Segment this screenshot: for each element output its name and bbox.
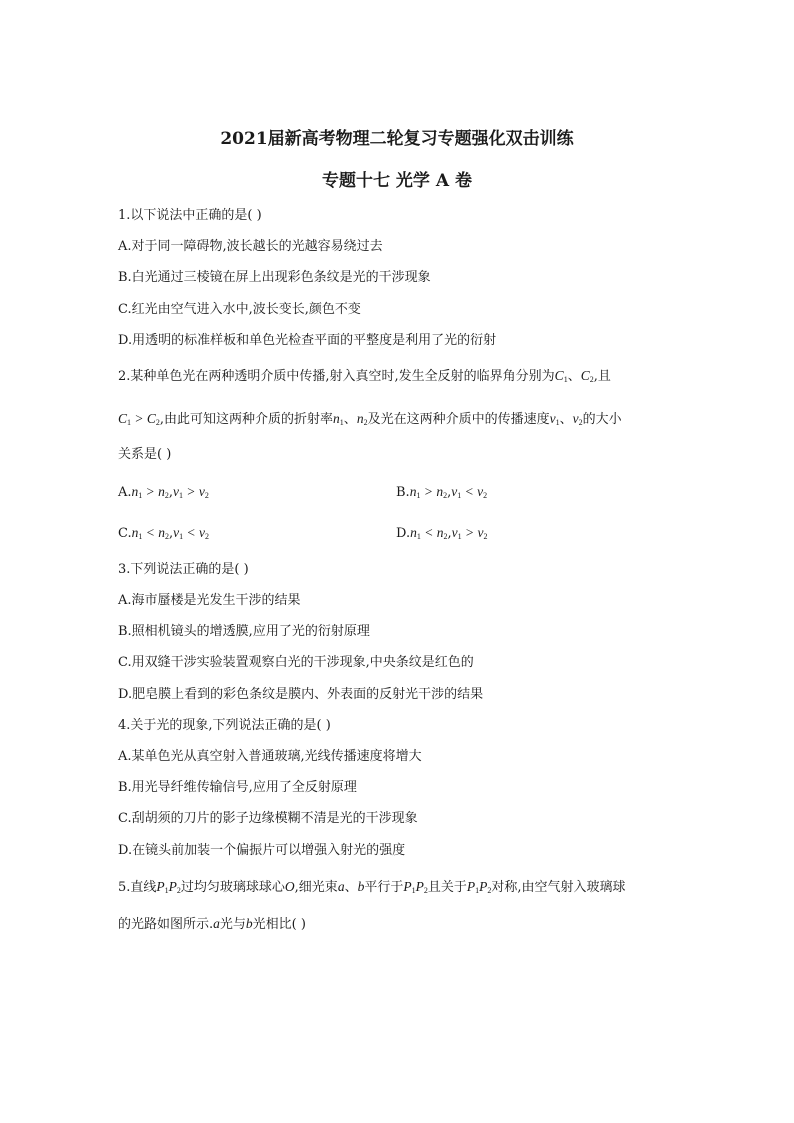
q3-option-b: B.照相机镜头的增透膜,应用了光的衍射原理 [118, 624, 370, 639]
q2-stem-line2: $C_1 > C_2$,由此可知这两种介质的折射率$n_1$、$n_2$及光在这两种介质中的传播速度$v_1$、$v_2$的大小 [118, 411, 622, 427]
q3-option-a: A.海市蜃楼是光发生干涉的结果 [118, 593, 301, 608]
q2-stem-line1: 2.某种单色光在两种透明介质中传播,射入真空时,发生全反射的临界角分别为$C_1$、$C_2$,且 [118, 368, 611, 384]
math-v1: $v_1$ [549, 411, 560, 427]
q2-option-c: $C.n_1 < n_2,v_1 < v_2$ [118, 525, 210, 541]
q1-option-c: C.红光由空气进入水中,波长变长,颜色不变 [118, 302, 361, 317]
q2-option-d: $D.n_1 < n_2,v_1 > v_2$ [396, 525, 488, 541]
q4-option-c: C.刮胡须的刀片的影子边缘模糊不清是光的干涉现象 [118, 811, 418, 826]
q5-stem-line1: 5.直线$P_1P_2$过均匀玻璃球球心O,细光束a、b平行于$P_1P_2$且关于$P_1P_2$对称,由空气射入玻璃球 [118, 879, 626, 895]
q2-stem-line3: 关系是( ) [118, 447, 172, 462]
q4-option-d: D.在镜头前加装一个偏振片可以增强入射光的强度 [118, 843, 406, 858]
q3-stem: 3.下列说法正确的是( ) [118, 562, 249, 577]
q3-option-d: D.肥皂膜上看到的彩色条纹是膜内、外表面的反射光干涉的结果 [118, 687, 484, 702]
q5-stem-line2: 的光路如图所示.a光与b光相比( ) [118, 916, 306, 932]
math-c2: $C_2$ [580, 368, 594, 384]
q1-stem: 1.以下说法中正确的是( ) [118, 208, 262, 223]
document-subtitle: 专题十七 光学 A 卷 [322, 171, 472, 191]
q4-option-b: B.用光导纤维传输信号,应用了全反射原理 [118, 780, 357, 795]
document-title: 2021届新高考物理二轮复习专题强化双击训练 [220, 129, 574, 149]
math-v2: $v_2$ [572, 411, 583, 427]
q4-option-a: A.某单色光从真空射入普通玻璃,光线传播速度将增大 [118, 749, 422, 764]
q1-option-a: A.对于同一障碍物,波长越长的光越容易绕过去 [118, 239, 383, 254]
math-o: O [284, 879, 295, 894]
math-c1-gt-c2: $C_1 > C_2$ [118, 411, 160, 427]
q4-stem: 4.关于光的现象,下列说法正确的是( ) [118, 718, 331, 733]
q1-option-d: D.用透明的标准样板和单色光检查平面的平整度是利用了光的衍射 [118, 333, 497, 348]
math-c1: $C_1$ [554, 368, 568, 384]
math-n1: $n_1$ [333, 411, 344, 427]
math-n2: $n_2$ [356, 411, 368, 427]
q2-option-b: $B.n_1 > n_2,v_1 < v_2$ [396, 484, 488, 500]
q2-option-a: $A.n_1 > n_2,v_1 > v_2$ [118, 484, 209, 500]
math-p1p2: $P_1P_2$ [156, 879, 181, 895]
q1-option-b: B.白光通过三棱镜在屏上出现彩色条纹是光的干涉现象 [118, 270, 431, 285]
q3-option-c: C.用双缝干涉实验装置观察白光的干涉现象,中央条纹是红色的 [118, 655, 474, 670]
